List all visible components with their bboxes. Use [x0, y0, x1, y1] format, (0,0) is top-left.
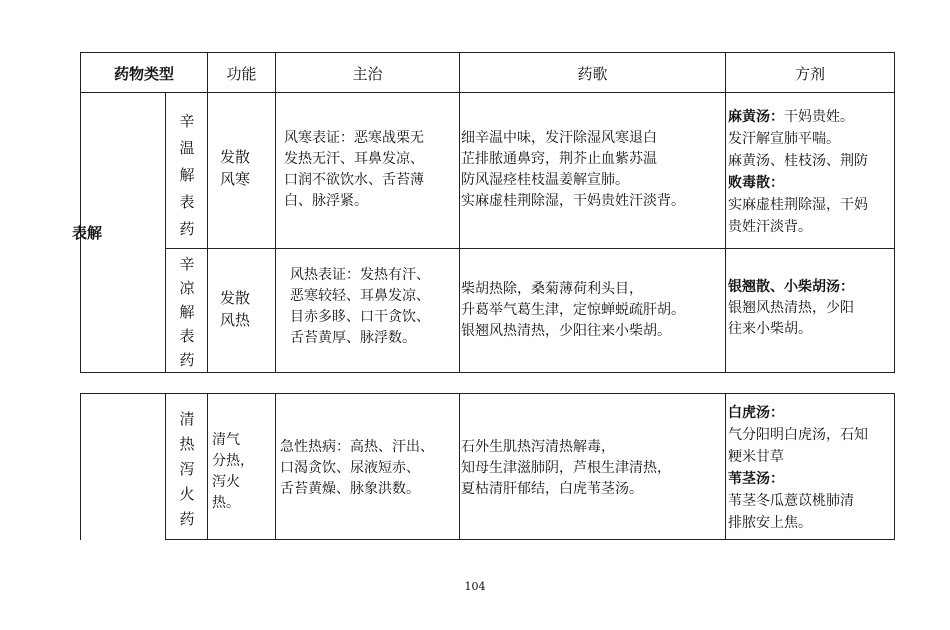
row1-song [461, 128, 685, 212]
formula-title: 苇茎汤： [728, 471, 784, 487]
row3-indication [280, 437, 434, 500]
row2-formula [728, 277, 854, 340]
subtype-char: 热 [179, 435, 195, 453]
row2-function [220, 287, 250, 331]
subtype-char: 凉 [179, 279, 195, 297]
function-line: 风寒 [220, 170, 251, 188]
table1-col-divider-5 [725, 52, 726, 373]
indication-line: 恶寒较轻、耳鼻发凉、 [290, 288, 430, 304]
header-indication: 主治 [352, 64, 383, 83]
function-line: 分热， [212, 453, 254, 469]
formula-line: 银翘风热清热，少阳 [728, 300, 854, 316]
function-line: 泻火 [212, 474, 240, 490]
indication-line: 白、脉浮紧。 [284, 193, 368, 209]
subtype-char: 温 [179, 139, 195, 157]
table1-col-divider-1 [165, 92, 166, 373]
indication-line: 风寒表证：恶寒战栗无 [284, 130, 424, 146]
function-line: 发散 [220, 148, 251, 166]
function-line: 发散 [220, 289, 251, 307]
table1-col-divider-2 [207, 52, 208, 373]
formula-line: 麻黄汤、桂枝汤、荆防 [728, 153, 868, 169]
table2-left-border [80, 393, 81, 540]
indication-line: 风热表证：发热有汗、 [290, 267, 430, 283]
table2-col-divider-1 [165, 393, 166, 540]
subtype-char: 解 [179, 303, 195, 321]
table1-right-border [894, 52, 895, 373]
formula-line: 发汗解宣肺平喘。 [728, 131, 840, 147]
row3-formula [728, 402, 868, 534]
subtype-char: 解 [179, 166, 195, 184]
page-number: 104 [464, 580, 486, 593]
song-line: 芷排脓通鼻窍，荆芥止血紫苏温 [461, 151, 657, 167]
song-line: 细辛温中味，发汗除湿风寒退白 [461, 130, 657, 146]
table2-top-border [80, 393, 895, 394]
song-line: 防风湿痉桂枝温姜解宣肺。 [461, 172, 629, 188]
subtype-char: 火 [179, 485, 195, 503]
indication-line: 急性热病：高热、汗出、 [280, 439, 434, 455]
song-line: 柴胡热除，桑菊薄荷利头目， [461, 281, 643, 297]
formula-line: 苇茎冬瓜薏苡桃肺清 [728, 493, 854, 509]
category-label: 表解 [72, 224, 103, 242]
table2-col-divider-3 [275, 393, 276, 540]
row1-function [220, 146, 250, 190]
row1-formula [728, 106, 868, 238]
header-function: 功能 [226, 64, 257, 83]
subtype-char: 辛 [179, 255, 195, 273]
formula-line: 排脓安上焦。 [728, 515, 812, 531]
indication-line: 发热无汗、耳鼻发凉、 [284, 151, 424, 167]
song-line: 夏枯清肝郁结，白虎苇茎汤。 [461, 481, 643, 497]
formula-text: 干妈贵姓。 [784, 109, 854, 125]
row3-subtype [174, 407, 200, 532]
row3-song [461, 437, 671, 500]
row2-indication [290, 265, 430, 349]
header-formula: 方剂 [794, 64, 825, 83]
header-type: 药物类型 [113, 64, 174, 83]
indication-line: 口润不欲饮水、舌苔薄 [284, 172, 424, 188]
indication-line: 舌苔黄厚、脉浮数。 [290, 330, 416, 346]
formula-line: 粳米甘草 [728, 449, 784, 465]
subtype-char: 泻 [179, 460, 195, 478]
table2-col-divider-2 [207, 393, 208, 540]
song-line: 石外生肌热泻清热解毒， [461, 439, 615, 455]
song-line: 升葛举气葛生津，定惊蝉蜕疏肝胡。 [461, 302, 685, 318]
row2-subtype [174, 252, 200, 372]
formula-title: 白虎汤： [728, 405, 784, 421]
table1-left-border [80, 52, 81, 373]
formula-line: 气分阳明白虎汤，石知 [728, 427, 868, 443]
indication-line: 目赤多眵、口干贪饮、 [290, 309, 430, 325]
subtype-char: 药 [179, 351, 195, 369]
subtype-char: 辛 [179, 112, 195, 130]
formula-title: 麻黄汤： [728, 109, 784, 125]
formula-line: 实麻虚桂荆除湿，干妈 [728, 197, 868, 213]
song-line: 银翘风热清热，少阳往来小柴胡。 [461, 323, 671, 339]
header-song: 药歌 [577, 64, 608, 83]
indication-line: 口渴贪饮、尿液短赤、 [280, 460, 420, 476]
function-line: 热。 [212, 495, 240, 511]
function-line: 清气 [212, 432, 240, 448]
table2-right-border [894, 393, 895, 540]
row1-subtype [174, 108, 200, 243]
subtype-char: 药 [179, 510, 195, 528]
table1-col-divider-3 [275, 52, 276, 373]
indication-line: 舌苔黄燥、脉象洪数。 [280, 481, 420, 497]
function-line: 风热 [220, 311, 251, 329]
subtype-char: 表 [179, 327, 195, 345]
formula-line: 贵姓汗淡背。 [728, 219, 812, 235]
formula-title: 银翘散、小柴胡汤： [728, 279, 854, 295]
table2-col-divider-5 [725, 393, 726, 540]
table1-col-divider-4 [459, 52, 460, 373]
subtype-char: 表 [179, 193, 195, 211]
song-line: 实麻虚桂荆除湿，干妈贵姓汗淡背。 [461, 193, 685, 209]
row2-song [461, 279, 685, 342]
table2-col-divider-4 [459, 393, 460, 540]
row3-function [212, 430, 254, 514]
song-line: 知母生津滋肺阴，芦根生津清热， [461, 460, 671, 476]
subtype-char: 清 [179, 410, 195, 428]
subtype-char: 药 [179, 220, 195, 238]
formula-title: 败毒散： [728, 175, 784, 191]
table1-bottom-border [80, 372, 895, 373]
row1-indication [284, 128, 424, 212]
formula-line: 往来小柴胡。 [728, 321, 812, 337]
